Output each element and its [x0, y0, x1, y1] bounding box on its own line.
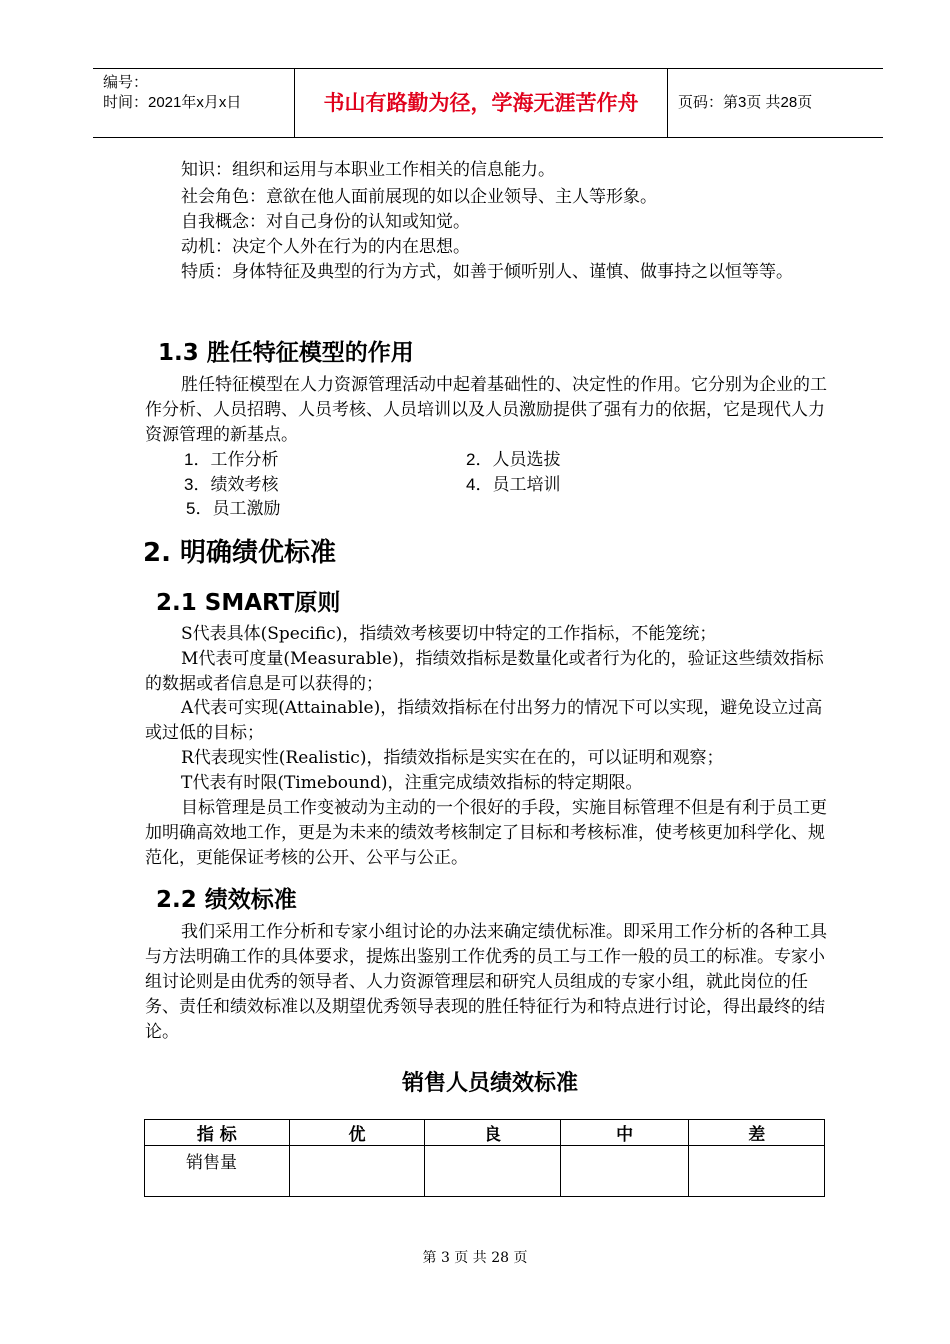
table-header-cell: 中 [560, 1120, 689, 1146]
header-page-info: 页码：第3页 共28页 [678, 94, 813, 111]
list-item: 5．员工激励 [186, 499, 281, 518]
section-2-heading: 2. 明确绩优标准 [143, 538, 337, 568]
table-row [145, 1146, 825, 1197]
intro-motive: 动机：决定个人外在行为的内在思想。 [181, 237, 470, 257]
intro-social-role: 社会角色：意欲在他人面前展现的如以企业领导、主人等形象。 [181, 187, 657, 207]
section-2-2-para: 我们采用工作分析和专家小组讨论的办法来确定绩优标准。即采用工作分析的各种工具与方法明确工作的具体要求，提炼出鉴别工作优秀的员工与工作一般的员工的标准。专家小组讨论则是由优秀的领导者、人力资源管理层和研究人员组成的专家小组，就此岗位的任务、责任和绩效标准以及期望优秀领导表现的胜任特征行为和特点进行讨论，得出最终的结论。 [145, 922, 827, 1042]
intro-knowledge: 知识：组织和运用与本职业工作相关的信息能力。 [181, 160, 555, 180]
table-cell [289, 1146, 425, 1197]
intro-trait: 特质：身体特征及典型的行为方式，如善于倾听别人、谨慎、做事持之以恒等等。 [181, 262, 793, 282]
table-header-row [145, 1120, 825, 1146]
table-header-cell: 指 标 [145, 1120, 290, 1146]
table-cell [689, 1146, 825, 1197]
table-cell: 销售量 [145, 1146, 290, 1197]
table-cell [560, 1146, 689, 1197]
header-meta [103, 73, 241, 113]
smart-a: A代表可实现(Attainable)，指绩效指标在付出努力的情况下可以实现，避免设立过高或过低的目标； [145, 698, 823, 743]
table-cell [425, 1146, 561, 1197]
section-1-3-heading: 1.3 胜任特征模型的作用 [158, 340, 414, 366]
table-header-cell: 差 [689, 1120, 825, 1146]
header-time-label: 时间：2021年x月x日 [103, 94, 242, 111]
page-header [93, 68, 883, 138]
list-item: 1．工作分析 [184, 450, 279, 469]
list-item: 4．员工培训 [466, 475, 561, 494]
section-2-1-heading: 2.1 SMART原则 [156, 590, 341, 616]
section-2-1-para: 目标管理是员工作变被动为主动的一个很好的手段，实施目标管理不但是有利于员工更加明确高效地工作，更是为未来的绩效考核制定了目标和考核标准，使考核更加科学化、规范化，更能保证考核的公开、公平与公正。 [145, 798, 827, 868]
table-header-cell: 良 [425, 1120, 561, 1146]
section-1-3-para: 胜任特征模型在人力资源管理活动中起着基础性的、决定性的作用。它分别为企业的工作分析、人员招聘、人员考核、人员培训以及人员激励提供了强有力的依据，它是现代人力资源管理的新基点。 [145, 375, 827, 445]
list-item: 3．绩效考核 [184, 475, 279, 494]
section-2-2-heading: 2.2 绩效标准 [156, 887, 297, 913]
header-motto: 书山有路勤为径，学海无涯苦作舟 [323, 91, 639, 115]
list-item: 2．人员选拔 [466, 450, 561, 469]
performance-table [144, 1119, 825, 1197]
header-number-label: 编号： [103, 74, 149, 91]
table-title: 销售人员绩效标准 [401, 1071, 578, 1096]
smart-m: M代表可度量(Measurable)，指绩效指标是数量化或者行为化的，验证这些绩效指标的数据或者信息是可以获得的； [145, 649, 824, 694]
smart-r: R代表现实性(Realistic)，指绩效指标是实实在在的，可以证明和观察； [181, 748, 724, 768]
table-header-cell: 优 [289, 1120, 425, 1146]
smart-t: T代表有时限(Timebound)，注重完成绩效指标的特定期限。 [181, 773, 643, 793]
header-divider [667, 69, 668, 137]
smart-s: S代表具体(Specific)，指绩效考核要切中特定的工作指标，不能笼统； [181, 624, 717, 644]
page-footer: 第 3 页 共 28 页 [422, 1250, 528, 1266]
intro-self-concept: 自我概念：对自己身份的认知或知觉。 [181, 212, 470, 232]
